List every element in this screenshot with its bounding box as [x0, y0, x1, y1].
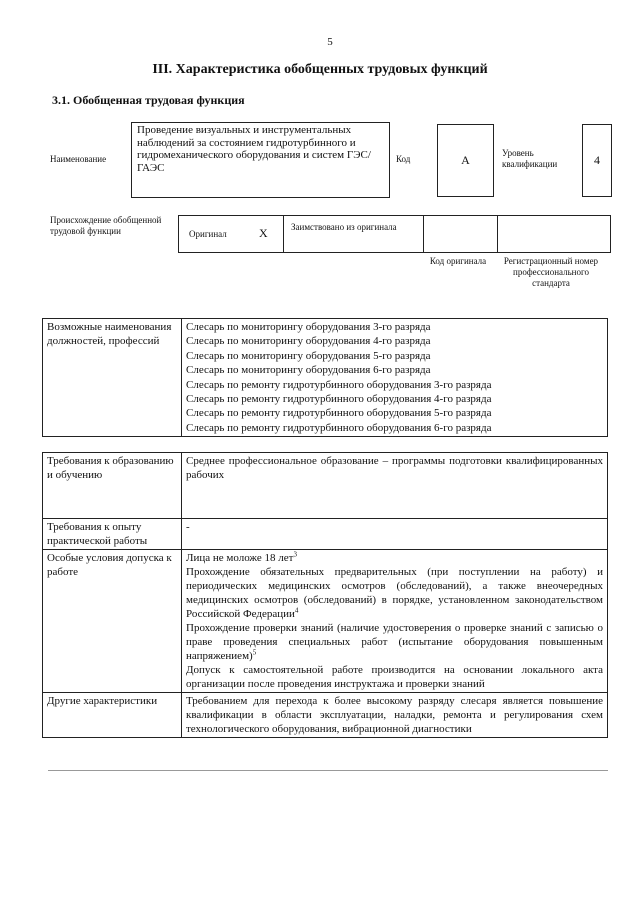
position-item: Слесарь по мониторингу оборудования 3-го разряда [186, 321, 431, 333]
position-item: Слесарь по ремонту гидротурбинного оборудования 3-го разряда [186, 378, 492, 391]
divider [423, 216, 424, 252]
section-title: III. Характеристика обобщенных трудовых функций [152, 62, 488, 77]
knowledge-text: Прохождение проверки знаний (наличие удостоверения о проверке знаний с записью о праве проведения специальных работ (испытание оборудования повышенным напряжением) [186, 622, 603, 662]
footnote-mark: 3 [293, 550, 297, 559]
level-label: Уровень квалификации [502, 148, 558, 169]
original-mark: X [259, 226, 268, 240]
position-item: Слесарь по ремонту гидротурбинного оборудования 6-го разряда [186, 421, 492, 434]
education-value: Среднее профессиональное образование – программы подготовки квалифицированных рабочих [182, 453, 608, 519]
page-number: 5 [327, 36, 333, 48]
divider [497, 216, 498, 252]
code-label: Код [396, 154, 411, 164]
age-text: Лица не моложе 18 лет [186, 552, 294, 564]
other-value: Требованием для перехода к более высокому разряду слесаря является повышение квалификации в области эксплуатации, наладки, ремонта и регулирования схем технологического оборудования, вибрационной диагностики [182, 693, 608, 738]
code-value: A [437, 124, 494, 197]
position-item: Слесарь по мониторингу оборудования 4-го разряда [186, 335, 431, 348]
positions-label: Возможные наименования должностей, профессий [43, 319, 182, 437]
admission-text: Допуск к самостоятельной работе производится на основании локального акта организации после проведения инструктажа и проверки знаний [186, 664, 603, 690]
code-original-label: Код оригинала [429, 256, 487, 266]
position-item: Слесарь по мониторингу оборудования 6-го разряда [186, 364, 431, 377]
level-value: 4 [582, 124, 612, 197]
divider [48, 770, 608, 771]
conditions-label: Особые условия допуска к работе [43, 550, 182, 693]
origin-box [178, 215, 611, 253]
position-item: Слесарь по ремонту гидротурбинного оборудования 5-го разряда [186, 407, 492, 420]
origin-label: Происхождение обобщенной трудовой функции [50, 215, 162, 236]
footnote-mark: 4 [294, 606, 299, 615]
education-label: Требования к образованию и обучению [43, 453, 182, 519]
name-value: Проведение визуальных и инструментальных наблюдений за состоянием гидротурбинного и гидромеханического оборудования и систем ГЭС/ГАЭС [131, 122, 390, 198]
position-item: Слесарь по ремонту гидротурбинного оборудования 4-го разряда [186, 393, 492, 406]
medical-text: Прохождение обязательных предварительных (при поступлении на работу) и периодических медицинских осмотров (обследований), а также внеочередных медицинских осмотров (обследований) в порядке, установленном законодательством Российской Федерации [186, 566, 603, 620]
position-item: Слесарь по мониторингу оборудования 5-го разряда [186, 349, 431, 362]
positions-table [42, 318, 608, 437]
experience-value: - [182, 519, 608, 550]
requirements-table [42, 452, 608, 738]
subsection-title: 3.1. Обобщенная трудовая функция [52, 93, 245, 107]
original-label: Оригинал [189, 229, 227, 239]
footnote-mark: 5 [252, 648, 257, 657]
name-label: Наименование [50, 154, 107, 164]
borrowed-label: Заимствовано из оригинала [291, 222, 397, 232]
other-label: Другие характеристики [43, 693, 182, 738]
experience-label: Требования к опыту практической работы [43, 519, 182, 550]
divider [283, 216, 284, 252]
reg-number-label: Регистрационный номер профессионального стандарта [503, 256, 599, 288]
